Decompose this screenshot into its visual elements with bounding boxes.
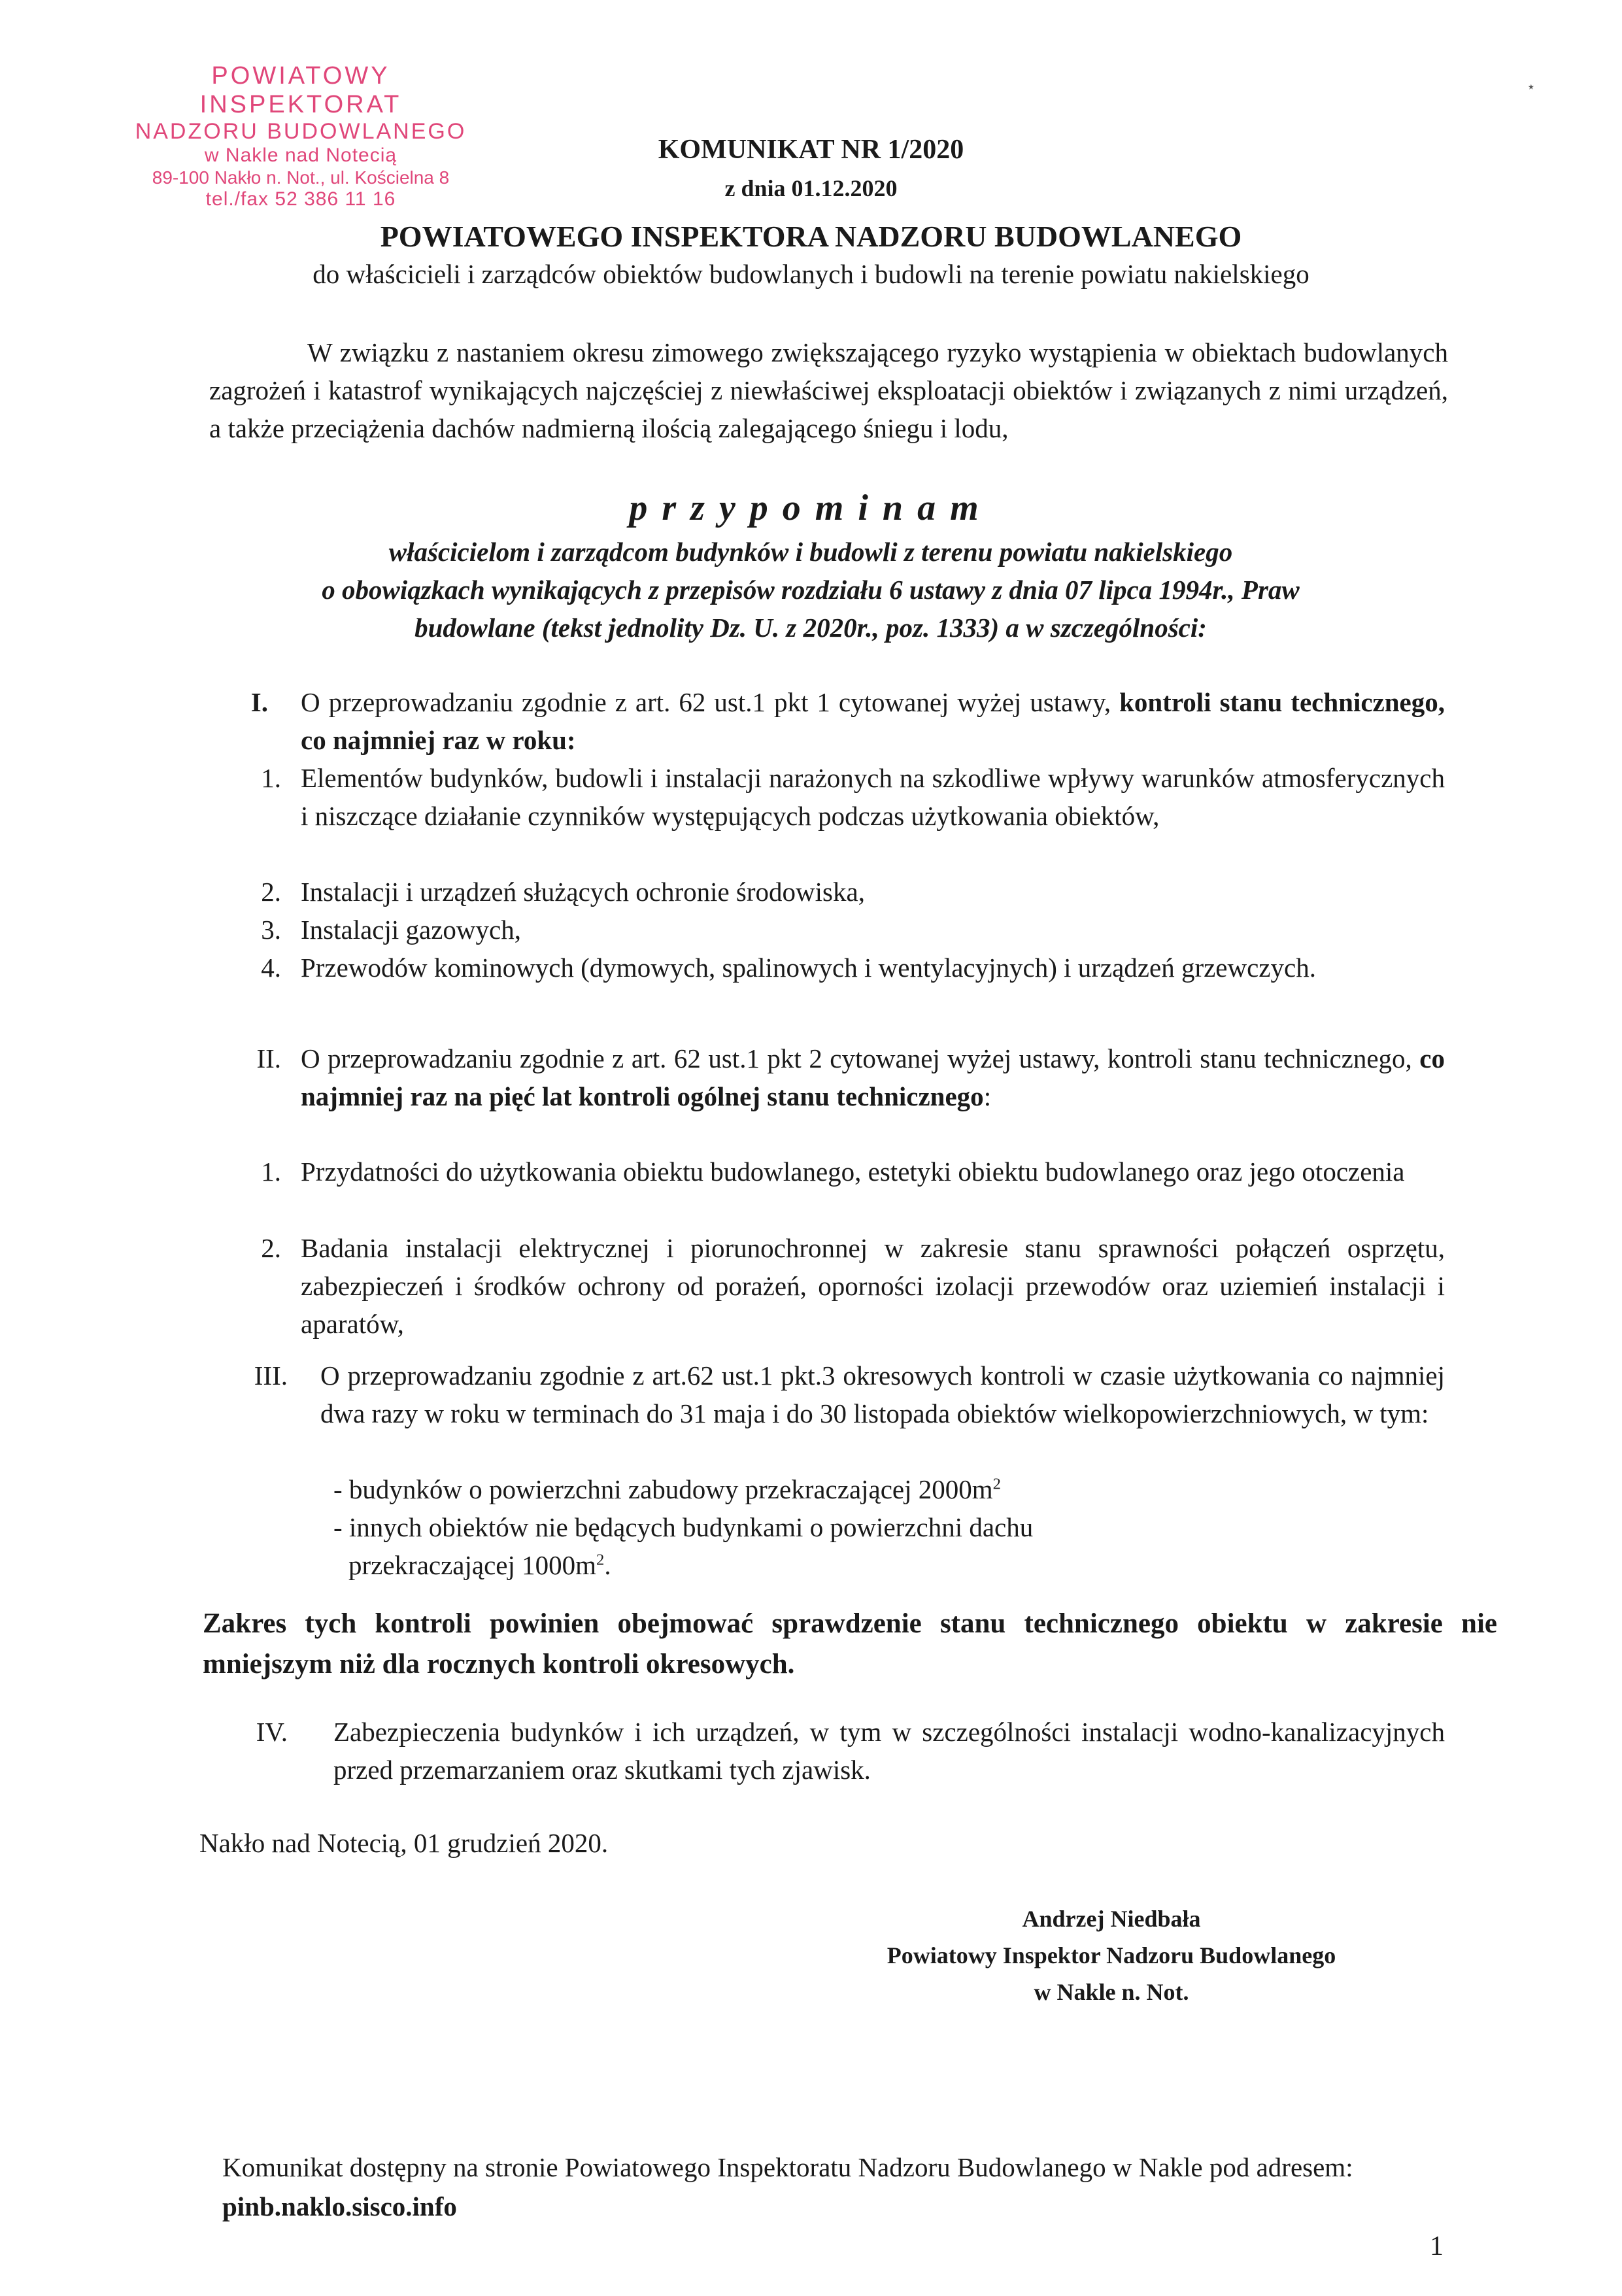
signature-block	[798, 1900, 1425, 2010]
item-number: 2.	[261, 1233, 281, 1263]
footer-text: Komunikat dostępny na stronie Powiatowego Inspektoratu Nadzoru Budowlanego w Nakle pod adresem:	[222, 2152, 1353, 2182]
item-number: 2.	[261, 877, 281, 907]
section-numeral: II.	[256, 1043, 281, 1073]
item-number: 1.	[261, 1156, 281, 1187]
footer-url[interactable]: pinb.naklo.sisco.info	[222, 2191, 457, 2221]
section-numeral: IV.	[256, 1717, 288, 1747]
bullet-text: - budynków o powierzchni zabudowy przekraczającej 2000m	[333, 1474, 993, 1504]
addressees: do właścicieli i zarządców obiektów budowlanych i budowli na terenie powiatu nakielskiego	[313, 259, 1309, 289]
intro-text: W związku z nastaniem okresu zimowego zwiększającego ryzyko wystąpienia w obiektach budowlanych zagrożeń i katastrof wynikających najczęściej z niewłaściwej eksploatacji obiektów i związanych z nimi urządzeń, a także przeciążenia dachów nadmierną ilością zalegającego śniegu i lodu,	[209, 337, 1448, 443]
stamp-line: tel./fax 52 386 11 16	[205, 188, 396, 211]
section-2-tail: :	[983, 1081, 992, 1111]
bullet-item: - innych obiektów nie będących budynkami o powierzchni dachu	[333, 1512, 1034, 1542]
stamp-line: NADZORU BUDOWLANEGO	[135, 119, 467, 144]
section-1-intro: O przeprowadzaniu zgodnie z art. 62 ust.1 pkt 1 cytowanej wyżej ustawy,	[301, 687, 1120, 717]
signatory-name: Andrzej Niedbała	[1022, 1906, 1201, 1932]
section-1-text	[301, 683, 1445, 759]
list-item: Instalacji gazowych,	[301, 915, 521, 945]
section-3-text: O przeprowadzaniu zgodnie z art.62 ust.1 pkt.3 okresowych kontroli w czasie użytkowania co najmniej dwa razy w roku w terminach do 31 maja i do 30 listopada obiektów wielkopowierzchniowych, w tym:	[320, 1360, 1445, 1428]
list-item: Elementów budynków, budowli i instalacji narażonych na szkodliwe wpływy warunków atmosferycznych i niszczące działanie czynników występujących podczas użytkowania obiektów,	[301, 763, 1445, 831]
bullet-item	[333, 1470, 1445, 1508]
section-4-text: Zabezpieczenia budynków i ich urządzeń, w tym w szczególności instalacji wodno-kanalizacyjnych przed przemarzaniem oraz skutkami tych zjawisk.	[333, 1717, 1445, 1785]
item-number: 4.	[261, 953, 281, 983]
list-item: Przydatności do użytkowania obiektu budowlanego, estetyki obiektu budowlanego oraz jego otoczenia	[301, 1156, 1405, 1187]
superscript: 2	[992, 1475, 1001, 1493]
przypominam-heading: przypominam	[629, 488, 993, 528]
list-item: Przewodów kominowych (dymowych, spalinowych i wentylacyjnych) i urządzeń grzewczych.	[301, 953, 1316, 983]
bullet-dot: .	[604, 1550, 611, 1580]
bullet-item-continued	[348, 1546, 1460, 1584]
section-2-bold: co najmniej raz na pięć lat kontroli ogólnej stanu technicznego	[301, 1043, 1445, 1111]
section-1-bold: kontroli stanu technicznego, co najmniej raz w roku:	[301, 687, 1445, 755]
item-number: 3.	[261, 915, 281, 945]
stamp-line: w Nakle nad Notecią	[204, 144, 397, 167]
section-2-intro: O przeprowadzaniu zgodnie z art. 62 ust.1 pkt 2 cytowanej wyżej ustawy, kontroli stanu technicznego,	[301, 1043, 1420, 1073]
bullet-text: przekraczającej 1000m	[348, 1550, 597, 1580]
section-2-text	[301, 1039, 1445, 1115]
reminder-line: budowlane (tekst jednolity Dz. U. z 2020r., poz. 1333) a w szczególności:	[414, 613, 1207, 643]
section-numeral: I.	[250, 687, 268, 717]
intro-paragraph	[209, 333, 1448, 447]
stamp-line: POWIATOWY INSPEKTORAT	[199, 62, 402, 118]
scan-mark-icon: ⋆	[1527, 78, 1536, 95]
issuing-authority: POWIATOWEGO INSPEKTORA NADZORU BUDOWLANEGO	[380, 220, 1242, 253]
reminder-line: o obowiązkach wynikających z przepisów rozdziału 6 ustawy z dnia 07 lipca 1994r., Praw	[322, 575, 1300, 605]
document-date: z dnia 01.12.2020	[724, 175, 898, 201]
section-numeral: III.	[254, 1360, 288, 1391]
signatory-role: Powiatowy Inspektor Nadzoru Budowlanego	[887, 1942, 1336, 1968]
signatory-location: w Nakle n. Not.	[1034, 1979, 1189, 2005]
list-item: Badania instalacji elektrycznej i piorunochronnej w zakresie stanu sprawności połączeń osprzętu, zabezpieczeń i środków ochrony od porażeń, oporności izolacji przewodów oraz uziemień instalacji i aparatów,	[301, 1233, 1445, 1339]
document-title: KOMUNIKAT NR 1/2020	[658, 135, 964, 165]
reminder-text	[196, 533, 1425, 647]
list-item: Instalacji i urządzeń służących ochronie środowiska,	[301, 877, 865, 907]
item-number: 1.	[261, 763, 281, 793]
superscript: 2	[596, 1551, 605, 1569]
place-date: Nakło nad Notecią, 01 grudzień 2020.	[199, 1828, 609, 1858]
reminder-line: właścicielom i zarządcom budynków i budowli z terenu powiatu nakielskiego	[388, 537, 1233, 567]
stamp-line: 89-100 Nakło n. Not., ul. Kościelna 8	[152, 167, 450, 188]
footer-note	[222, 2148, 1464, 2226]
page-number: 1	[1430, 2231, 1444, 2261]
scope-note: Zakres tych kontroli powinien obejmować sprawdzenie stanu technicznego obiektu w zakresie nie mniejszym niż dla rocznych kontroli okresowych.	[203, 1608, 1497, 1680]
